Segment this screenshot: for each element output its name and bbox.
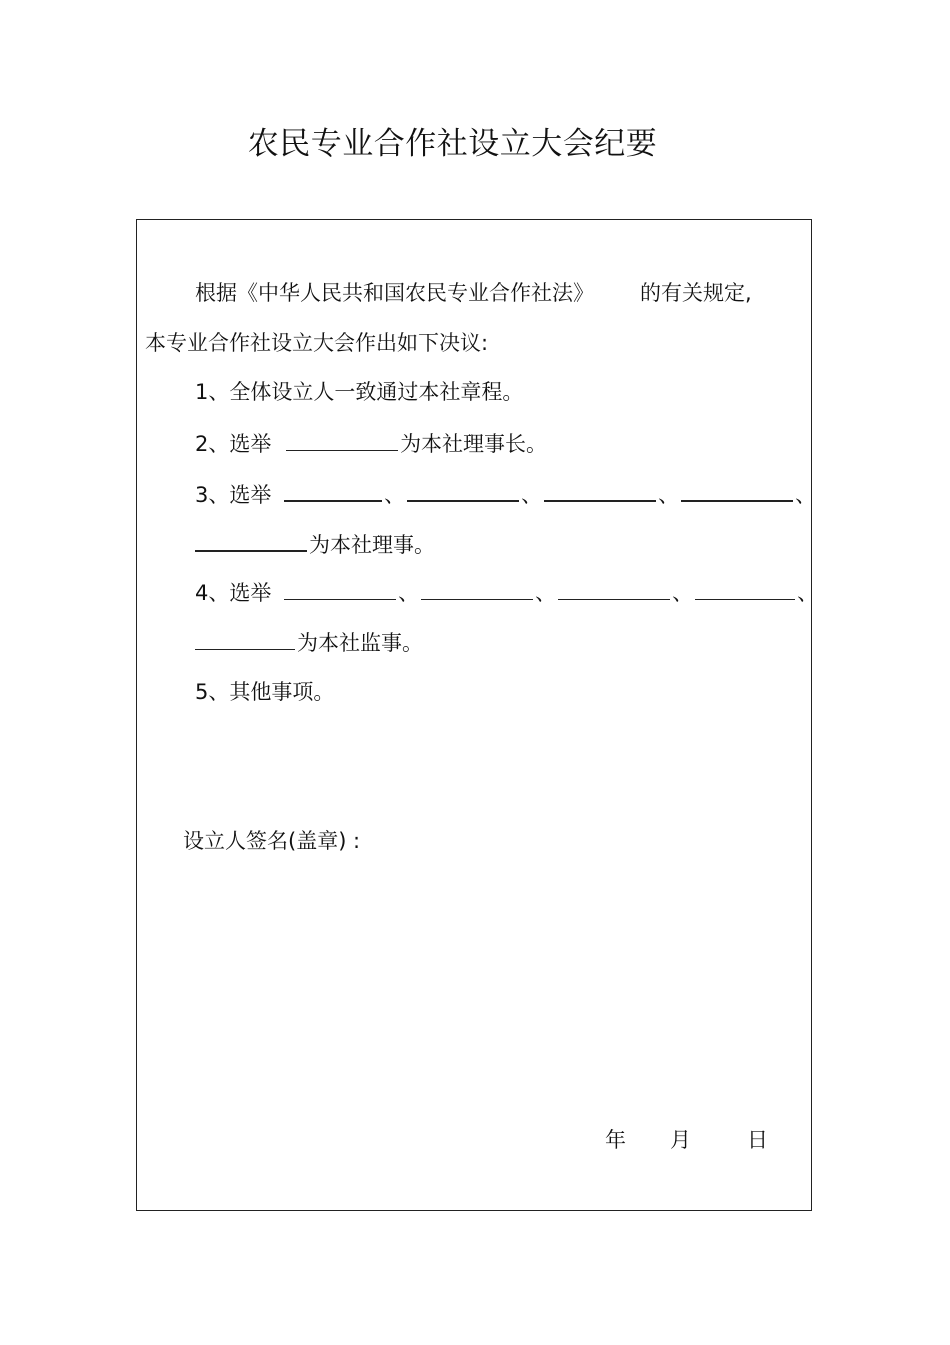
item-2-suffix: 为本社理事长。	[400, 432, 548, 456]
resolution-item-2	[195, 428, 547, 459]
document-title: 农民专业合作社设立大会纪要	[247, 126, 658, 162]
item-3-prefix: 3、选举	[195, 483, 272, 507]
resolution-item-3-continued	[193, 528, 435, 560]
supervisor-name-field-3[interactable]	[558, 577, 670, 600]
director-name-field-1[interactable]	[284, 478, 382, 502]
form-frame	[136, 219, 812, 1211]
preamble-line-1	[195, 278, 752, 308]
supervisor-name-field-5[interactable]	[195, 627, 295, 650]
item-4-prefix: 4、选举	[195, 581, 272, 605]
date-day-label: 日	[747, 1128, 768, 1152]
separator: 、	[797, 581, 819, 605]
signature-label: 设立人签名(盖章) :	[183, 829, 361, 853]
separator: 、	[384, 483, 406, 507]
separator: 、	[535, 581, 557, 605]
resolution-item-5: 5、其他事项。	[195, 680, 335, 704]
date-month-label: 月	[670, 1128, 691, 1152]
item-3-suffix: 为本社理事。	[309, 533, 435, 557]
resolution-item-4-continued	[193, 627, 423, 658]
director-name-field-2[interactable]	[407, 478, 519, 502]
supervisor-name-field-1[interactable]	[284, 577, 396, 600]
director-name-field-4[interactable]	[681, 478, 793, 502]
date-line	[605, 1125, 768, 1155]
separator: 、	[521, 483, 543, 507]
resolution-item-4	[195, 577, 818, 608]
director-name-field-5[interactable]	[195, 528, 307, 552]
separator: 、	[398, 581, 420, 605]
preamble-regulation-text: 的有关规定,	[640, 281, 752, 305]
supervisor-name-field-4[interactable]	[695, 577, 795, 600]
director-name-field-3[interactable]	[544, 478, 656, 502]
supervisor-name-field-2[interactable]	[421, 577, 533, 600]
separator: 、	[672, 581, 694, 605]
item-2-prefix: 2、选举	[195, 432, 272, 456]
resolution-item-1: 1、全体设立人一致通过本社章程。	[195, 380, 524, 404]
preamble-law-reference: 根据《中华人民共和国农民专业合作社法》	[195, 281, 594, 305]
separator: 、	[658, 483, 680, 507]
resolution-item-3	[195, 478, 816, 510]
separator: 、	[795, 483, 817, 507]
chairman-name-field[interactable]	[286, 428, 398, 451]
preamble-line-2: 本专业合作社设立大会作出如下决议:	[145, 331, 489, 355]
item-4-suffix: 为本社监事。	[297, 631, 423, 655]
date-year-label: 年	[605, 1128, 626, 1152]
